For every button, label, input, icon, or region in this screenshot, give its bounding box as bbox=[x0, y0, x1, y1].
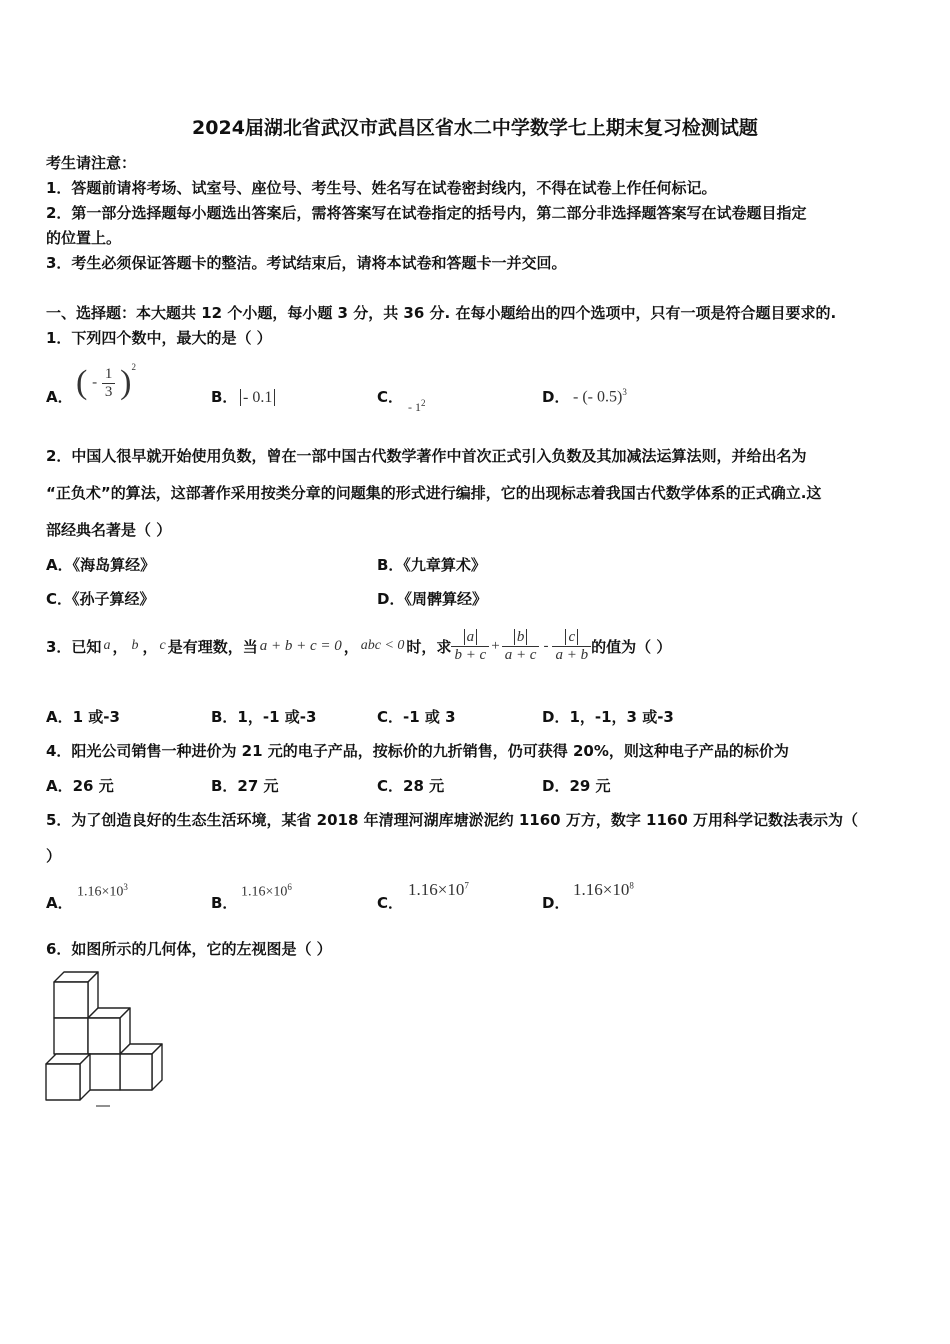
q2-option-b: B．《九章算术》 bbox=[377, 556, 486, 574]
q5-option-d-label: D． bbox=[542, 894, 570, 912]
q4-option-d: D．29 元 bbox=[542, 777, 611, 795]
q1-option-d-expression: - (- 0.5)$^3$ bbox=[573, 387, 627, 406]
notice-heading: 考生请注意： bbox=[46, 154, 137, 172]
q3-option-b: B．1，-1 或-3 bbox=[211, 708, 317, 726]
q5-option-c-value: $1.16\times 10^7$ bbox=[408, 880, 469, 899]
cube-face bbox=[88, 1054, 120, 1090]
cube-face bbox=[54, 1018, 88, 1054]
question-5-line: ） bbox=[46, 847, 62, 865]
question-2-line: 2．中国人很早就开始使用负数，曾在一部中国古代数学著作中首次正式引入负数及其加减法运算法则，并给出名为 bbox=[46, 447, 807, 465]
q5-option-c-label: C． bbox=[377, 894, 404, 912]
q1-option-c-expression: - $1^2$ bbox=[408, 398, 426, 414]
section-heading: 一、选择题：本大题共 12 个小题，每小题 3 分，共 36 分. 在每小题给出的四个选项中，只有一项是符合题目要求的. bbox=[46, 304, 837, 322]
q3-option-c: C．-1 或 3 bbox=[377, 708, 456, 726]
q1-option-c-label: C． bbox=[377, 388, 404, 406]
q4-option-c: C．28 元 bbox=[377, 777, 445, 795]
q5-option-d-value: $1.16\times 10^8$ bbox=[573, 880, 634, 899]
q2-option-c: C．《孙子算经》 bbox=[46, 590, 155, 608]
notice-item: 2．第一部分选择题每小题选出答案后，需将答案写在试卷指定的括号内，第二部分非选择题答案写在试卷题目指定 bbox=[46, 204, 807, 222]
q1-option-d-label: D． bbox=[542, 388, 570, 406]
q3-option-d: D．1，-1，3 或-3 bbox=[542, 708, 674, 726]
q2-option-d: D．《周髀算经》 bbox=[377, 590, 487, 608]
q5-option-a-value: $1.16\times 10^3$ bbox=[77, 882, 128, 900]
notice-item: 1．答题前请将考场、试室号、座位号、考生号、姓名写在试卷密封线内，不得在试卷上作任何标记。 bbox=[46, 179, 717, 197]
question-1-stem: 1．下列四个数中，最大的是（ ） bbox=[46, 329, 272, 347]
q4-option-b: B．27 元 bbox=[211, 777, 279, 795]
q1-option-a-label: A． bbox=[46, 388, 73, 406]
cube-face bbox=[54, 982, 88, 1018]
q2-option-a: A．《海岛算经》 bbox=[46, 556, 156, 574]
q1-option-b-label: B． bbox=[211, 388, 238, 406]
cube-figure bbox=[44, 968, 168, 1108]
q4-option-a: A．26 元 bbox=[46, 777, 114, 795]
question-2-line: 部经典名著是（ ） bbox=[46, 521, 172, 539]
q3-option-a: A．1 或-3 bbox=[46, 708, 120, 726]
q5-option-b-label: B． bbox=[211, 894, 238, 912]
question-5-line: 5．为了创造良好的生态生活环境，某省 2018 年清理河湖库塘淤泥约 1160 万方，数字 1160 万用科学记数法表示为（ bbox=[46, 811, 859, 829]
question-6-stem: 6．如图所示的几何体，它的左视图是（ ） bbox=[46, 940, 332, 958]
notice-item: 的位置上。 bbox=[46, 229, 122, 247]
q1-option-b-expression: - 0.1 bbox=[240, 389, 275, 407]
question-2-line: “正负术”的算法，这部著作采用按类分章的问题集的形式进行编排，它的出现标志着我国古代数学体系的正式确立.这 bbox=[46, 484, 822, 502]
q5-option-b-value: $1.16\times 10^6$ bbox=[241, 882, 292, 900]
page-title: 2024届湖北省武汉市武昌区省水二中学数学七上期末复习检测试题 bbox=[192, 117, 758, 139]
question-3-stem: 3．已知 a ， b ， c 是有理数，当 a + b + c = 0 ， abc < 0 时，求 $\frac{a}{b + c}$ + $\frac{b}{a + c}$ - $\frac{c}{a + b}$ 的值为（ ） bbox=[46, 628, 672, 663]
cube-face bbox=[120, 1054, 152, 1090]
question-4-stem: 4．阳光公司销售一种进价为 21 元的电子产品，按标价的九折销售，仍可获得 20%，则这种电子产品的标价为 bbox=[46, 742, 789, 760]
cube-face bbox=[46, 1064, 80, 1100]
notice-item: 3．考生必须保证答题卡的整洁。考试结束后，请将本试卷和答题卡一并交回。 bbox=[46, 254, 567, 272]
q5-option-a-label: A． bbox=[46, 894, 73, 912]
cube-face bbox=[88, 1018, 120, 1054]
q1-option-a-expression: ( - $\frac{1}{3}$ )$^2$ bbox=[76, 361, 136, 401]
